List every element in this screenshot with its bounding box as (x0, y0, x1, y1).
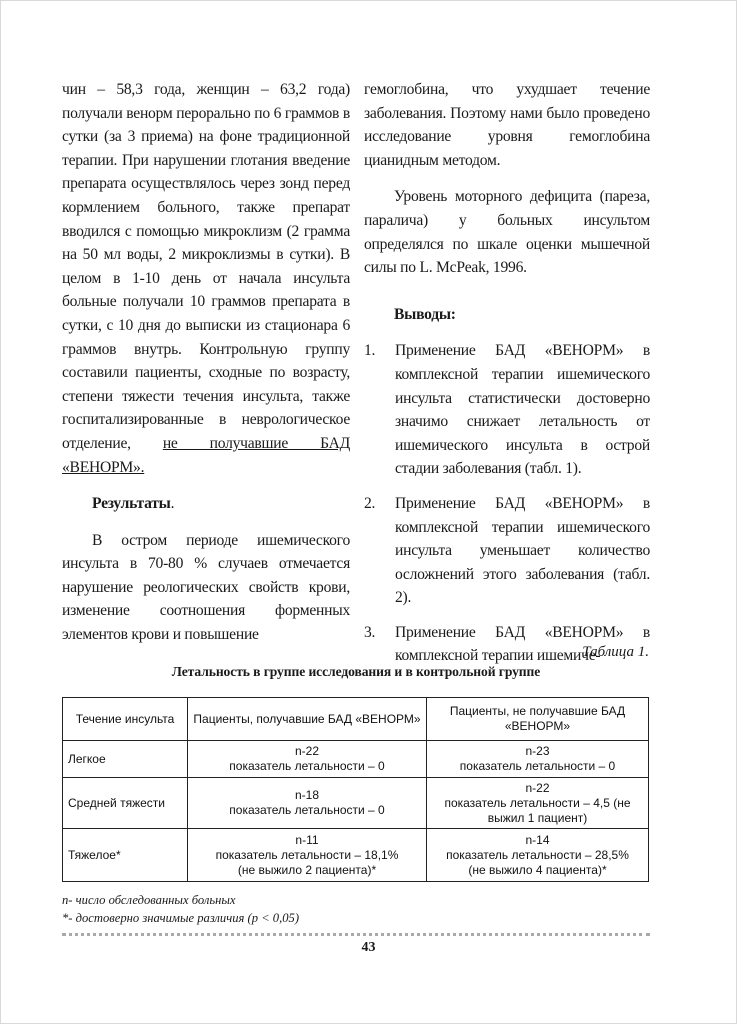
right-paragraph-2: Уровень моторного дефицита (пареза, паралича) у больных инсультом определялся по шкале оценки мышечной силы по L. McPeak, 1996. (364, 188, 650, 277)
table-row (63, 829, 649, 882)
cell-line: показатель летальности – 0 (459, 759, 616, 773)
control-cell (427, 778, 649, 829)
conclusion-text: Применение БАД «ВЕНОРМ» в комплексной терапии ишемического инсульта уменьшает количество осложнений этого заболевания (табл. 2). (395, 494, 650, 607)
table-number: Таблица 1. (582, 644, 649, 660)
condition-cell: Средней тяжести (63, 778, 188, 829)
cell-line: n-22 (294, 744, 320, 758)
dotted-divider (62, 933, 650, 936)
table-header-row (63, 698, 649, 741)
mortality-table (62, 697, 649, 882)
cell-line: n-22 (525, 780, 550, 795)
results-heading-period: . (170, 495, 175, 513)
left-paragraph-1-text: чин – 58,3 года, женщин – 63,2 года) получали венорм перорально по 6 граммов в сутки (за 3 приема) на фоне традиционной терапии. При нарушении глотания введение препарата осуществлялось через зонд перед кормлением больного, также препарат вводился с помощью микроклизм (2 грамма на 50 мл воды, 2 микроклизмы в сутки). В целом в 1-10 день от начала инсульта больные получали 10 граммов препарата в сутки, с 10 дня до выписки из стационара 6 граммов внутрь. Контрольную группу составили пациенты, сходные по возрасту, степени тяжести течения инсульта, также госпитализированные в неврологическое отделение, (62, 81, 350, 452)
cell-line: показатель летальности – 0 (229, 759, 385, 773)
left-paragraph-1 (62, 78, 350, 479)
cell-line: показатель летальности – 0 (229, 803, 385, 817)
treated-cell (188, 778, 427, 829)
right-paragraph-1: гемоглобина, что ухудшает течение заболевания. Поэтому нами было проведено исследование уровня гемоглобина цианидным методом. (364, 81, 650, 169)
conclusions-heading: Выводы: (394, 305, 456, 323)
left-column (62, 78, 350, 647)
control-cell (427, 829, 649, 882)
results-heading-text: Результаты (92, 495, 171, 513)
conclusions-list (364, 339, 650, 668)
table-title: Летальность в группе исследования и в контрольной группе (171, 664, 541, 679)
conclusion-number: 3. (364, 623, 376, 641)
conclusion-item (364, 492, 650, 610)
condition-cell: Тяжелое* (63, 829, 188, 882)
control-cell (427, 741, 649, 778)
conclusion-number: 2. (364, 494, 376, 512)
results-heading (62, 492, 350, 516)
conclusion-text: Применение БАД «ВЕНОРМ» в комплексной терапии ишемического инсульта статистически достоверно значимо снижает летальность от ишемического инсульта в острой стадии заболевания (табл. 1). (395, 342, 650, 478)
conclusion-number: 1. (364, 342, 376, 360)
page-number: 43 (361, 940, 376, 955)
cell-line: выжил 1 пациент) (487, 810, 588, 825)
cell-line: n-11 (295, 832, 319, 847)
cell-line: (не выжило 2 пациента)* (237, 862, 377, 877)
cell-line: показатель летальности – 18,1% (215, 847, 399, 862)
right-column (364, 78, 650, 668)
treated-cell (188, 829, 427, 882)
condition-cell: Легкое (63, 741, 188, 778)
footnote-n: n- число обследованных больных (62, 893, 236, 907)
cell-line: n-14 (525, 832, 550, 847)
cell-line: (не выжило 4 пациента)* (468, 862, 607, 877)
left-paragraph-2: В остром периоде ишемического инсульта в 70-80 % случаев отмечается нарушение реологических свойств крови, изменение соотношения форменных элементов крови и повышение (62, 531, 350, 644)
cell-line: показатель летальности – 4,5 (не (444, 795, 631, 810)
cell-line: n-23 (525, 744, 550, 758)
cell-line: n-18 (294, 788, 320, 802)
footnote-significance: *- достоверно значимые различия (p < 0,05) (62, 911, 300, 925)
header-condition: Течение инсульта (63, 698, 188, 741)
cell-line: показатель летальности – 28,5% (446, 847, 629, 862)
table-row (63, 778, 649, 829)
conclusion-item (364, 339, 650, 481)
conclusion-text: Применение БАД «ВЕНОРМ» в комплексной терапии ишемиче- (395, 623, 650, 665)
underlined-phrase: не получавшие БАД «ВЕНОРМ». (62, 434, 350, 476)
header-treated: Пациенты, получавшие БАД «ВЕНОРМ» (188, 698, 427, 741)
treated-cell (188, 741, 427, 778)
table-row (63, 741, 649, 778)
header-control: Пациенты, не получавшие БАД «ВЕНОРМ» (427, 698, 649, 741)
